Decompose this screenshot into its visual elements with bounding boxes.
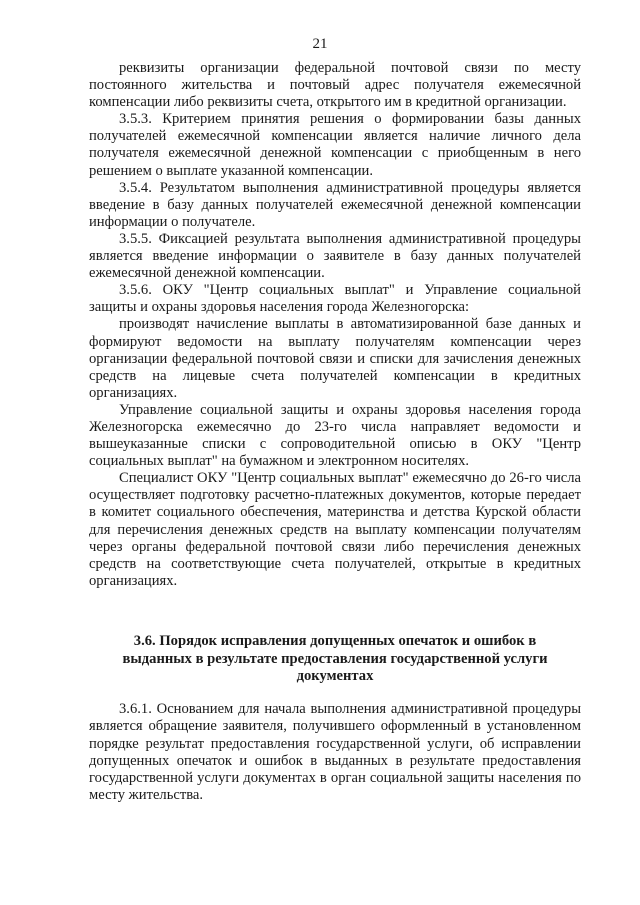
paragraph-3-5-5: 3.5.5. Фиксацией результата выполнения административной процедуры является введение информации о заявителе в базу данных получателей ежемесячной денежной компенсации. bbox=[89, 230, 581, 282]
paragraph-directorate: Управление социальной защиты и охраны здоровья населения города Железногорска ежемесячно до 23-го числа направляет ведомости и вышеуказанные списки с сопроводительной описью в ОКУ "Центр социальных выплат" на бумажном и электронном носителях. bbox=[89, 401, 581, 470]
paragraph-3-5-3: 3.5.3. Критерием принятия решения о формировании базы данных получателей ежемесячной компенсации является наличие личного дела получателя ежемесячной денежной компенсации с приобщенным в него решением о выплате указанной компенсации. bbox=[89, 111, 581, 179]
paragraph-3-5-4: 3.5.4. Результатом выполнения административной процедуры является введение в базу данных получателей ежемесячной денежной компенсации информации о получателе. bbox=[89, 179, 581, 230]
section-heading-3-6 bbox=[89, 633, 581, 686]
paragraph-3-5-6: 3.5.6. ОКУ "Центр социальных выплат" и Управление социальной защиты и охраны здоровья населения города Железногорска: bbox=[89, 282, 581, 316]
heading-line-2: выданных в результате предоставления государственной услуги bbox=[122, 650, 548, 667]
section-3-6-1 bbox=[89, 701, 581, 805]
page-number: 21 bbox=[312, 36, 328, 52]
document-body bbox=[89, 60, 581, 590]
paragraph-specialist: Специалист ОКУ "Центр социальных выплат" ежемесячно до 26-го числа осуществляет подготовку расчетно-платежных документов, которые передает в комитет социального обеспечения, материнства и детства Курской области для перечисления денежных средств на выплату компенсации получателям через органы федеральной почтовой связи либо перечисления денежных средств на соответствующие счета получателей, открытые в кредитных организациях. bbox=[89, 470, 581, 589]
paragraph-3-6-1: 3.6.1. Основанием для начала выполнения административной процедуры является обращение заявителя, получившего оформленный в установленном порядке результат предоставления государственной услуги, об исправлении допущенных опечаток и ошибок в выданных в результате предоставления государственной услуги документах в орган социальной защиты населения по месту жительства. bbox=[89, 701, 581, 804]
heading-line-1: 3.6. Порядок исправления допущенных опечаток и ошибок в bbox=[133, 633, 537, 649]
paragraph-accrual: производят начисление выплаты в автоматизированной базе данных и формируют ведомости на выплату получателям компенсации через организации федеральной почтовой связи и списки для зачисления денежных средств на лицевые счета получателей компенсации в кредитных организациях. bbox=[89, 316, 581, 401]
paragraph-bank-details: реквизиты организации федеральной почтовой связи по месту постоянного жительства и почтовый адрес получателя ежемесячной компенсации либо реквизиты счета, открытого им в кредитной организации. bbox=[89, 60, 581, 111]
heading-line-3: документах bbox=[296, 668, 374, 684]
